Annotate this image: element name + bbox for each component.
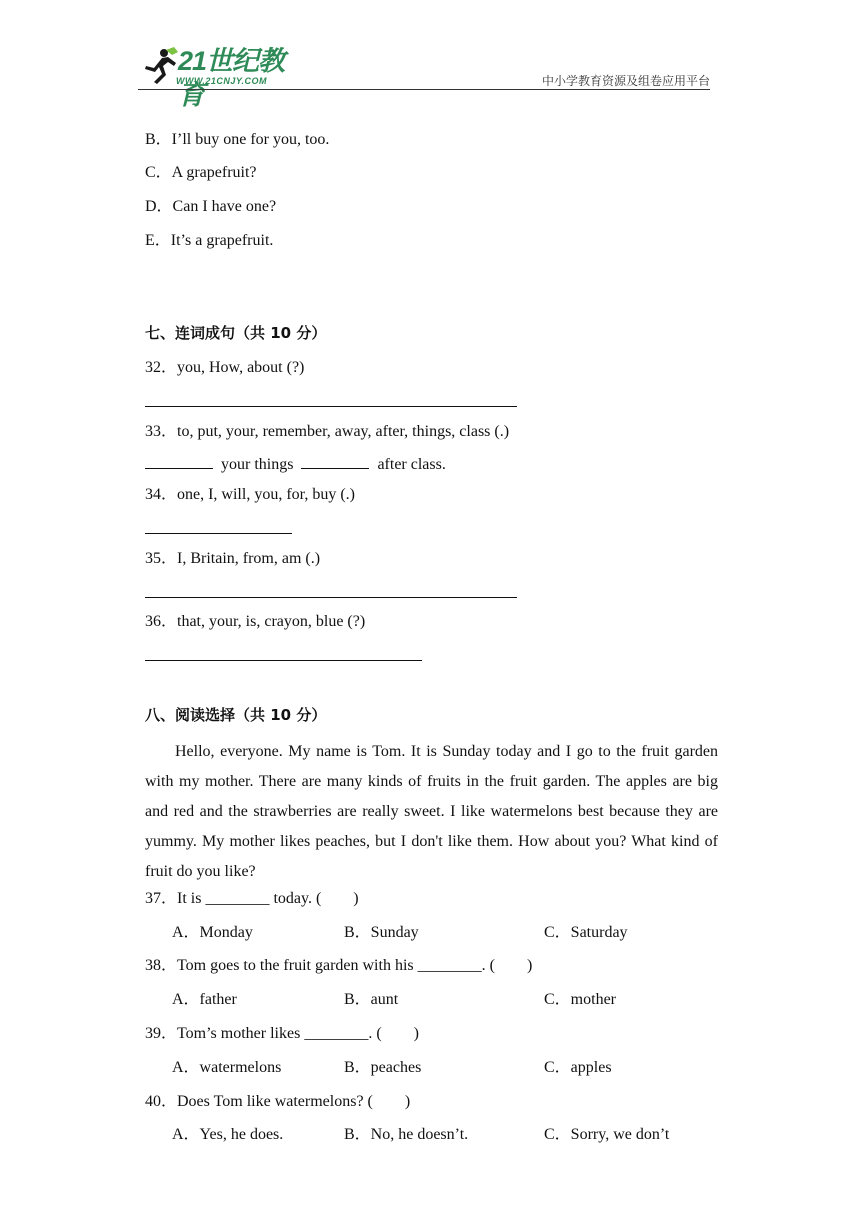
q39-option-b[interactable]: B．peaches [344, 1059, 422, 1076]
platform-label: 中小学教育资源及组卷应用平台 [541, 74, 710, 88]
runner-logo-icon [140, 46, 180, 86]
section-8-title: 八、阅读选择（共 10 分） [145, 706, 327, 724]
question-33-sentence [145, 454, 446, 475]
q37-option-b[interactable]: B．Sunday [344, 924, 419, 941]
q38-option-a[interactable]: A．father [172, 991, 237, 1008]
question-32: 32．you, How, about (?) [145, 359, 305, 376]
q38-option-c[interactable]: C．mother [544, 991, 616, 1008]
logo-text: 21世纪教育 [178, 46, 285, 110]
answer-line-34[interactable] [145, 533, 292, 534]
question-33: 33．to, put, your, remember, away, after, things, class (.) [145, 423, 510, 440]
question-37: 37．It is ________ today. ( ) [145, 890, 359, 907]
q33-end-text: after class. [377, 456, 446, 473]
option-b: B．I’ll buy one for you, too. [145, 131, 330, 148]
answer-line-35[interactable] [145, 597, 517, 598]
option-e: E．It’s a grapefruit. [145, 232, 274, 249]
section-7-title: 七、连词成句（共 10 分） [145, 324, 327, 342]
q40-option-b[interactable]: B．No, he doesn’t. [344, 1126, 469, 1143]
question-40: 40．Does Tom like watermelons? ( ) [145, 1093, 411, 1110]
q37-option-a[interactable]: A．Monday [172, 924, 253, 941]
q38-option-b[interactable]: B．aunt [344, 991, 399, 1008]
question-35: 35．I, Britain, from, am (.) [145, 550, 321, 567]
reading-passage: Hello, everyone. My name is Tom. It is Sunday today and I go to the fruit garden with my mother. There are many kinds of fruits in the fruit garden. The apples are big and red and the strawberries are really sweet. I like watermelons best because they are yummy. My mother likes peaches, but I don't like them. How about you? What kind of fruit do you like? [145, 743, 718, 880]
answer-line-32[interactable] [145, 406, 517, 407]
answer-line-36[interactable] [145, 660, 422, 661]
option-c: C．A grapefruit? [145, 164, 257, 181]
q40-option-a[interactable]: A．Yes, he does. [172, 1126, 284, 1143]
q39-option-a[interactable]: A．watermelons [172, 1059, 282, 1076]
header-divider [138, 89, 710, 90]
question-34: 34．one, I, will, you, for, buy (.) [145, 486, 355, 503]
answer-blank-33b[interactable] [301, 454, 369, 469]
q37-option-c[interactable]: C．Saturday [544, 924, 628, 941]
option-d: D．Can I have one? [145, 198, 277, 215]
question-36: 36．that, your, is, crayon, blue (?) [145, 613, 366, 630]
q39-option-c[interactable]: C．apples [544, 1059, 612, 1076]
logo [140, 44, 310, 110]
question-39: 39．Tom’s mother likes ________. ( ) [145, 1025, 419, 1042]
q33-middle-text: your things [221, 456, 294, 473]
question-38: 38．Tom goes to the fruit garden with his ________. ( ) [145, 957, 533, 974]
answer-blank-33a[interactable] [145, 454, 213, 469]
q40-option-c[interactable]: C．Sorry, we don’t [544, 1126, 670, 1143]
logo-url: WWW.21CNJY.COM [176, 76, 268, 86]
